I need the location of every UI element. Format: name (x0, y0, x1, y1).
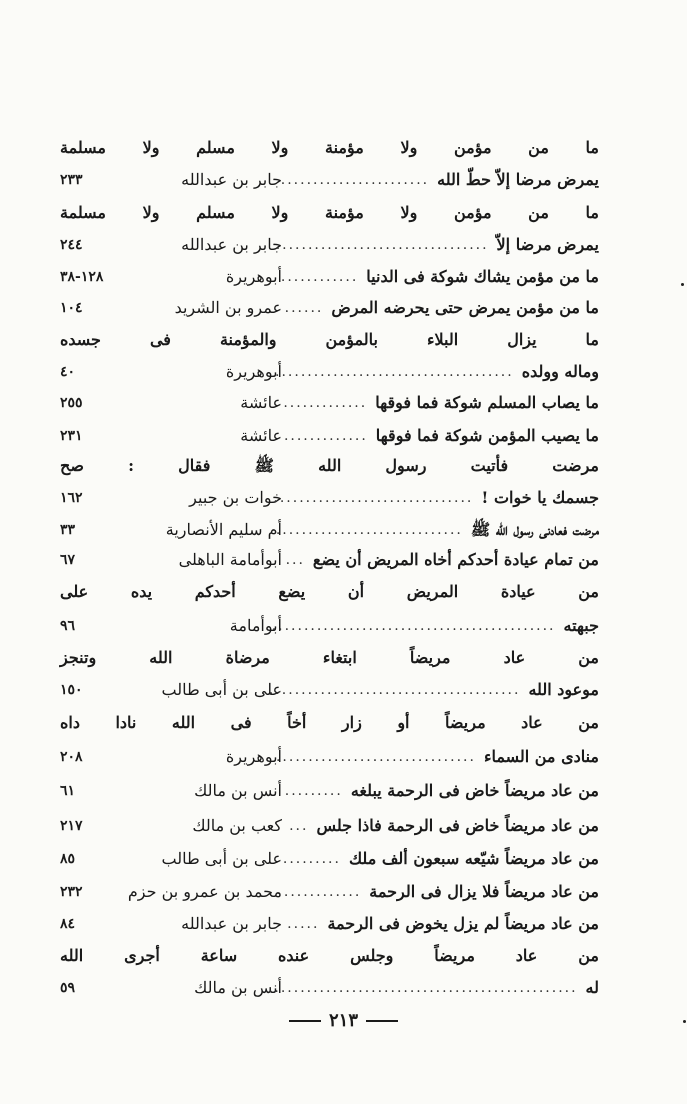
hadith-text-line1: ما من مؤمن ولا مؤمنة ولا مسلم ولا مسلمة (60, 138, 599, 157)
leader-dots: ............. (283, 395, 368, 411)
entry-heading-line (0, 576, 687, 608)
index-entry (0, 972, 687, 1004)
leader-dots: ..................................... (275, 364, 514, 380)
hadith-text-line1: من عاد مريضاً أو زار أخاً فى الله نادا داه (60, 713, 599, 732)
entry-heading-line (0, 707, 687, 739)
hadith-text: مرضت فعادنى رسول الله ﷺ (470, 520, 599, 539)
hadith-text: موعود الله (528, 680, 599, 699)
scan-speck (681, 283, 684, 286)
leader-dots: ............................. (275, 522, 463, 538)
narrator-name: على بن أبى طالب (161, 680, 282, 699)
leader-dots: ... (285, 552, 305, 568)
index-entry (0, 229, 687, 261)
hadith-text-line1: ما من مؤمن ولا مؤمنة ولا مسلم ولا مسلمة (60, 203, 599, 222)
index-entry (0, 908, 687, 940)
index-entry (0, 356, 687, 388)
narrator-name: أبوهريرة (225, 362, 282, 381)
index-entry (0, 775, 687, 807)
page-reference: ٢٣٢ (60, 884, 83, 900)
hadith-text: من عاد مريضاً خاض فى الرحمة يبلغه (350, 781, 599, 800)
index-entry (0, 610, 687, 642)
narrator-name: كعب بن مالك (192, 816, 282, 835)
leader-dots: ............. (283, 428, 368, 444)
hadith-text: يمرض مرضا إلاّ (496, 235, 599, 254)
entry-heading-line (0, 940, 687, 972)
footer-dash-right (289, 1020, 321, 1022)
page-reference: ٦٧ (60, 552, 76, 568)
page-reference: ١٢٨-٣٨ (60, 269, 104, 285)
hadith-text: يمرض مرضا إلاّ حطّ الله (437, 170, 599, 189)
index-entry (0, 261, 687, 293)
entry-heading-line (0, 132, 687, 164)
narrator-name: جابر بن عبدالله (181, 235, 282, 254)
index-entry (0, 164, 687, 196)
page-reference: ٢٣١ (60, 428, 83, 444)
page-reference: ٦١ (60, 783, 76, 799)
narrator-name: أبوأمامة الباهلى (178, 550, 282, 569)
narrator-name: أبوهريرة (225, 267, 282, 286)
index-entry (0, 741, 687, 773)
hadith-text: ما من مؤمن يمرض حتى يحرضه المرض (331, 298, 599, 317)
leader-dots: ................................................ (267, 980, 578, 996)
hadith-text-line1: مرضت فأتيت رسول الله ﷺ فقال : صح (60, 456, 599, 475)
narrator-name: جابر بن عبدالله (181, 914, 282, 933)
hadith-text: له (585, 978, 599, 997)
index-entry (0, 544, 687, 576)
leader-dots: ......... (282, 851, 341, 867)
narrator-name: أبوأمامة (229, 616, 282, 635)
index-entry (0, 420, 687, 452)
hadith-text: من عاد مريضاً شيّعه سبعون ألف ملك (348, 849, 599, 868)
hadith-text-line1: من عيادة المريض أن يضع أحدكم يده على (60, 582, 599, 601)
page-reference: ٣٣ (60, 522, 76, 538)
leader-dots: ...... (284, 300, 324, 316)
leader-dots: ................................. (275, 237, 489, 253)
entry-heading-line (0, 324, 687, 356)
hadith-text: وماله وولده (521, 362, 599, 381)
leader-dots: ..... (287, 916, 320, 932)
page-reference: ٨٤ (60, 916, 76, 932)
hadith-text: من تمام عيادة أحدكم أخاه المريض أن يضع (312, 550, 599, 569)
hadith-text: ما يصاب المسلم شوكة فما فوقها (375, 393, 599, 412)
leader-dots: ............................... (275, 749, 476, 765)
page-reference: ١٠٤ (60, 300, 83, 316)
page-reference: ٢٥٥ (60, 395, 83, 411)
page-reference: ٩٦ (60, 618, 76, 634)
page-reference: ٢٠٨ (60, 749, 83, 765)
hadith-text-line1: من عاد مريضاً ابتغاء مرضاة الله وتنجز (60, 648, 599, 667)
leader-dots: ............................... (273, 490, 474, 506)
leader-dots: ............ (283, 884, 362, 900)
narrator-name: خوات بن جبير (189, 488, 282, 507)
page-reference: ٨٥ (60, 851, 76, 867)
page-reference: ٥٩ (60, 980, 76, 996)
page-reference: ٤٠ (60, 364, 76, 380)
index-entry (0, 876, 687, 908)
entry-heading-line (0, 197, 687, 229)
narrator-name: أنس بن مالك (194, 781, 282, 800)
entry-heading-line (0, 642, 687, 674)
hadith-text: من عاد مريضاً فلا يزال فى الرحمة (369, 882, 599, 901)
scan-speck (683, 1020, 686, 1023)
hadith-text: من عاد مريضاً خاض فى الرحمة فاذا جلس (316, 816, 599, 835)
hadith-text: ما يصيب المؤمن شوكة فما فوقها (375, 426, 599, 445)
leader-dots: ....................................... (268, 682, 521, 698)
leader-dots: ......... (284, 783, 343, 799)
entry-heading-line (0, 450, 687, 482)
leader-dots: ............ (280, 269, 359, 285)
leader-dots: ... (289, 818, 309, 834)
leader-dots: ............................................ (271, 618, 556, 634)
page-reference: ١٥٠ (60, 682, 83, 698)
index-entry (0, 843, 687, 875)
page-reference: ٢٣٣ (60, 172, 83, 188)
page-reference: ١٦٢ (60, 490, 83, 506)
narrator-name: أبوهريرة (225, 747, 282, 766)
hadith-text: جسمك يا خوات ! (481, 488, 599, 507)
hadith-text: جبهته (563, 616, 599, 635)
page-reference: ٢١٧ (60, 818, 83, 834)
narrator-name: جابر بن عبدالله (181, 170, 282, 189)
hadith-text-line1: من عاد مريضاً وجلس عنده ساعة أجرى الله (60, 946, 599, 965)
page-reference: ٢٤٤ (60, 237, 83, 253)
narrator-name: عمرو بن الشريد (174, 298, 282, 317)
page-footer (0, 1010, 687, 1031)
narrator-name: عائشة (240, 393, 282, 412)
narrator-name: عائشة (240, 426, 282, 445)
footer-dash-left (366, 1020, 398, 1022)
leader-dots: ....................... (280, 172, 430, 188)
index-entry (0, 514, 687, 546)
narrator-name: أم سليم الأنصارية (165, 520, 282, 539)
hadith-text: ما من مؤمن يشاك شوكة فى الدنيا (366, 267, 599, 286)
hadith-text: من عاد مريضاً لم يزل يخوض فى الرحمة (327, 914, 599, 933)
page-number: ٢١٣ (328, 1010, 358, 1031)
hadith-text: منادى من السماء (483, 747, 599, 766)
index-entry (0, 674, 687, 706)
narrator-name: أنس بن مالك (194, 978, 282, 997)
index-entry (0, 292, 687, 324)
index-entry (0, 482, 687, 514)
hadith-text-line1: ما يزال البلاء بالمؤمن والمؤمنة فى جسده (60, 330, 599, 349)
index-entry (0, 810, 687, 842)
narrator-name: محمد بن عمرو بن حزم (127, 882, 282, 901)
index-entry (0, 387, 687, 419)
narrator-name: على بن أبى طالب (161, 849, 282, 868)
